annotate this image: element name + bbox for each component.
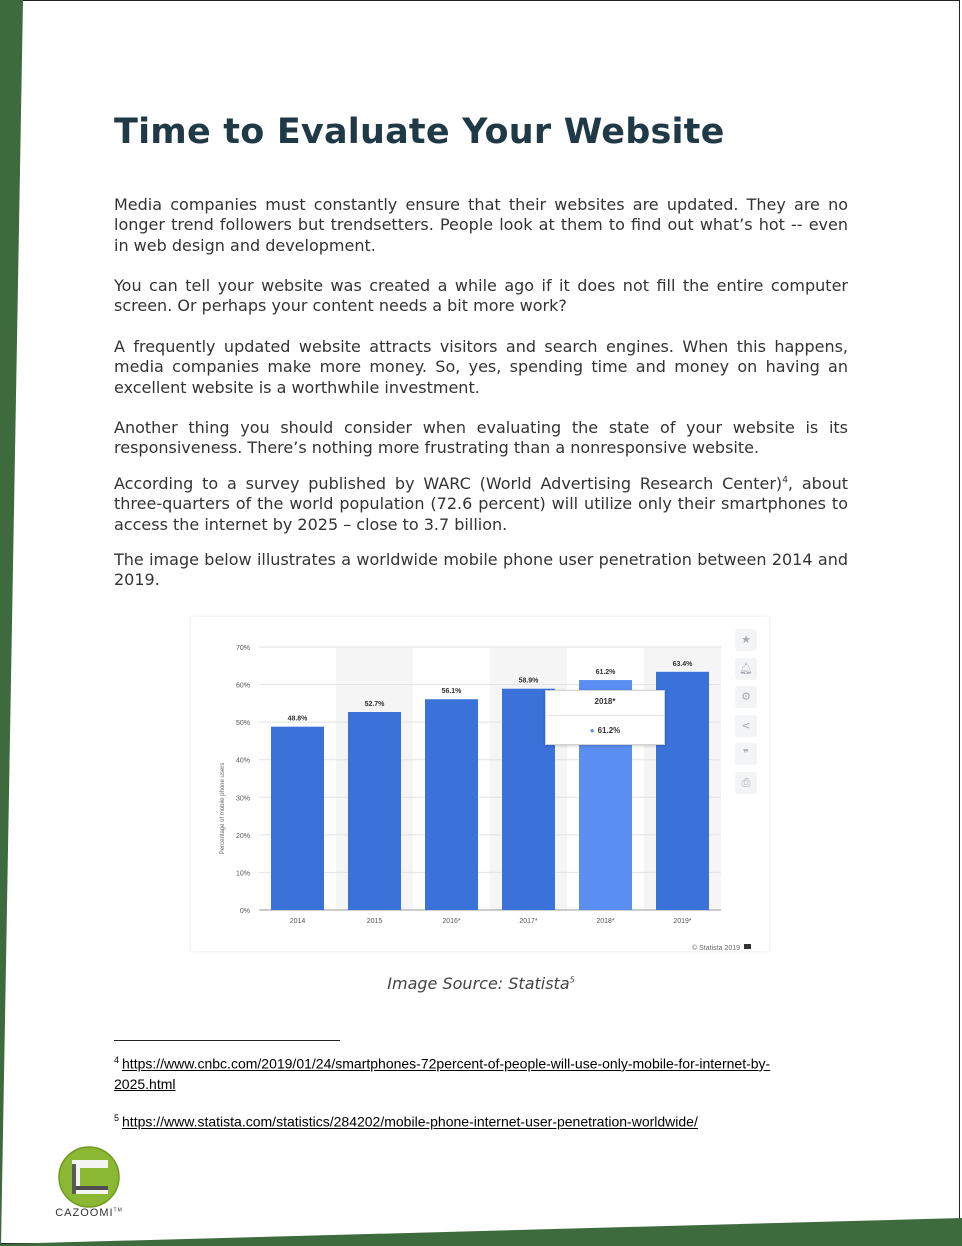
footnote-separator <box>114 1040 340 1041</box>
footnote-4-link[interactable] <box>114 1056 770 1092</box>
bar-value-label: 63.4% <box>672 660 693 668</box>
y-tick-label: 20% <box>235 832 250 840</box>
y-tick-label: 60% <box>235 682 250 690</box>
paragraph-3: A frequently updated website attracts visitors and search engines. When this happens, media companies make more money. So, yes, spending time and money on having an excellent website is a worthwhile investment. <box>114 337 848 397</box>
gear-icon[interactable]: ⚙ <box>735 686 757 708</box>
footnote-number: 4 <box>114 1055 120 1065</box>
x-tick-label: 2017* <box>519 918 538 925</box>
page-title: Time to Evaluate Your Website <box>114 112 725 152</box>
y-tick-label: 0% <box>239 908 250 915</box>
x-tick-label: 2019* <box>673 918 692 925</box>
cazoomi-logo <box>46 1146 136 1219</box>
bar <box>271 727 324 910</box>
x-tick-label: 2018* <box>596 918 615 925</box>
paragraph-4: Another thing you should consider when evaluating the state of your website is its responsiveness. There’s nothing more frustrating than a nonresponsive website. <box>114 418 848 458</box>
logo-trademark: TM <box>113 1207 123 1214</box>
footnote-5 <box>114 1108 834 1132</box>
footnote-5-link-text: https://www.statista.com/statistics/284202/mobile-phone-internet-user-penetration-worldwide/ <box>122 1113 698 1130</box>
cazoomi-logo-icon <box>46 1146 136 1208</box>
bar-value-label: 52.7% <box>364 700 385 708</box>
star-icon[interactable]: ★ <box>735 629 757 651</box>
tooltip-title: 2018* <box>546 691 664 716</box>
paragraph-1: Media companies must constantly ensure that their websites are updated. They are no longer trend followers but trendsetters. People look at them to find out what’s hot -- even in web design and development. <box>114 195 848 255</box>
flag-icon <box>744 944 751 949</box>
tooltip-value: 61.2% <box>597 726 621 735</box>
bar-chart <box>191 617 769 951</box>
statista-chart <box>191 617 769 951</box>
footnote-ref-5[interactable]: 5 <box>569 975 575 985</box>
bar <box>425 699 478 910</box>
paragraph-2: You can tell your website was created a while ago if it does not fill the entire computer screen. Or perhaps your content needs a bit more work? <box>114 276 848 316</box>
source-credit: © Statista 2019 <box>692 945 740 951</box>
chart-toolbar <box>735 629 757 800</box>
footnote-number: 5 <box>114 1113 120 1123</box>
footnote-4-link-line1: https://www.cnbc.com/2019/01/24/smartphones-72percent-of-people-will-use-only-mobile-for-internet-by- <box>122 1055 771 1072</box>
bar <box>348 712 401 910</box>
tooltip-value-row <box>546 726 664 735</box>
x-tick-label: 2014 <box>289 918 306 925</box>
survey-text-start: According to a survey published by WARC (World Advertising Research Center) <box>114 474 783 493</box>
y-tick-label: 40% <box>235 757 250 765</box>
bottom-green-stripe <box>0 1214 962 1246</box>
bar-value-label: 56.1% <box>441 688 462 696</box>
image-caption <box>0 974 962 993</box>
image-intro-paragraph: The image below illustrates a worldwide mobile phone user penetration between 2014 and 2019. <box>114 550 848 590</box>
footnote-4-link-line2: 2025.html <box>114 1075 176 1092</box>
caption-text: Image Source: Statista <box>387 974 570 993</box>
footnote-4 <box>114 1050 834 1094</box>
footnote-ref-4[interactable]: 4 <box>782 475 788 486</box>
tooltip-series-dot-icon: ● <box>589 726 595 735</box>
footnote-5-link[interactable] <box>122 1114 698 1130</box>
chart-tooltip <box>545 690 665 745</box>
bar-value-label: 48.8% <box>287 715 308 723</box>
left-green-stripe <box>0 0 30 1246</box>
x-tick-label: 2016* <box>442 918 461 925</box>
bell-icon[interactable]: 🔔︎ <box>735 658 757 680</box>
y-tick-label: 70% <box>235 645 250 652</box>
x-tick-label: 2015 <box>366 918 383 925</box>
logo-wordmark <box>46 1207 132 1219</box>
share-icon[interactable]: < <box>735 715 757 737</box>
y-axis-label: Percentage of mobile phone users <box>220 762 226 855</box>
y-tick-label: 30% <box>235 795 250 803</box>
quote-icon[interactable]: ❞ <box>735 743 757 765</box>
survey-paragraph <box>114 474 848 535</box>
y-tick-label: 50% <box>235 720 250 728</box>
survey-text-end: , about three-quarters of the world population (72.6 percent) will utilize only their smartphones to access the internet by 2025 – close to 3.7 billion. <box>114 474 849 534</box>
bar-value-label: 58.9% <box>518 677 539 685</box>
y-tick-label: 10% <box>235 870 250 878</box>
print-icon[interactable]: ⎙ <box>735 772 757 794</box>
logo-text: CAZOOMI <box>55 1207 114 1219</box>
bar-value-label: 61.2% <box>595 669 616 677</box>
